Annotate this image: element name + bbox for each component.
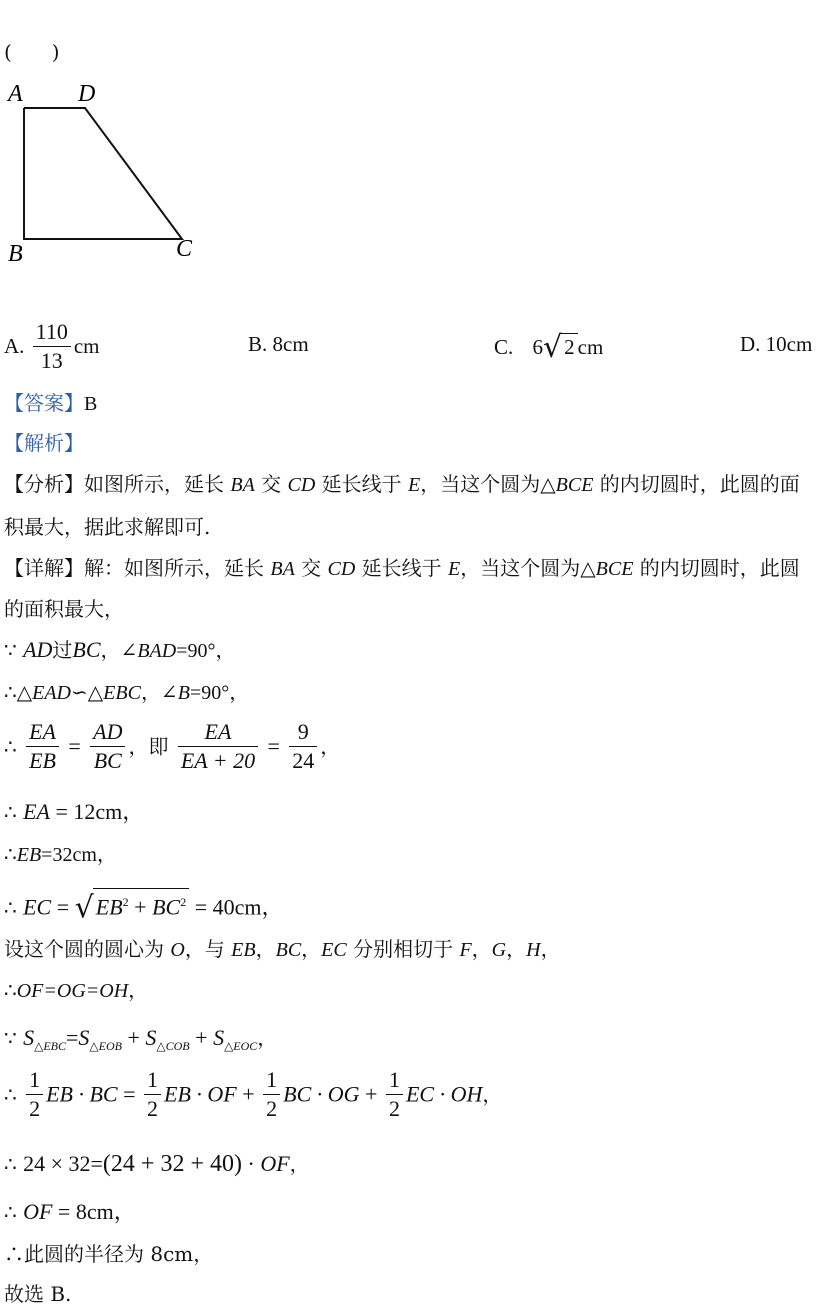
option-a-numerator: 110	[35, 319, 68, 344]
option-a-fraction	[33, 318, 71, 375]
option-d	[740, 332, 812, 357]
option-c-coef: 6	[532, 335, 544, 359]
xiangjie-line-1: 【详解】解：如图所示，延长 BA 交 CD 延长线于 E，当这个圆为△BCE 的内切圆时，此圆	[4, 556, 800, 580]
step-9: ∵ $S_{\triangle EBC}=S_{\triangle EOB} + S_{\triangle COB} + S_{\triangle EOC}$，	[4, 1025, 278, 1053]
step-14: 故选 B.	[4, 1282, 72, 1306]
option-b-letter: B.	[248, 332, 268, 356]
vertex-label-a: A	[8, 81, 23, 107]
answer-label: 【答案】	[4, 391, 84, 415]
answer-line	[4, 389, 97, 418]
vertex-label-b: B	[8, 241, 23, 267]
step-10: ∴ $\frac{1}{2}$ EB · BC = $\frac{1}{2}$ EB · OF + $\frac{1}{2}$ BC · OG + $\frac{1}{2}$ EC · OH，	[4, 1067, 503, 1121]
step-11: ∴ 24 × 32=(24 + 32 + 40) · OF，	[4, 1151, 310, 1177]
option-a	[4, 318, 100, 375]
step-8: ∴OF=OG=OH，	[4, 978, 149, 1002]
step-2: ∴△EAD∽△EBC，∠B=90°，	[4, 680, 250, 704]
option-b	[248, 332, 309, 357]
xiangjie-line-2: 的面积最大，	[4, 597, 124, 621]
trapezoid-shape	[24, 108, 182, 239]
step-7: 设这个圆的圆心为 O，与 EB，BC，EC 分别相切于 F，G，H，	[4, 937, 561, 961]
option-c-unit: cm	[577, 335, 604, 359]
fenxi-line-1: 【分析】如图所示，延长 BA 交 CD 延长线于 E，当这个圆为△BCE 的内切圆时，此圆的面	[4, 472, 800, 496]
option-a-denominator: 13	[40, 348, 63, 373]
step-13: ∴此圆的半径为 8cm，	[4, 1242, 214, 1266]
option-a-letter: A.	[4, 334, 25, 358]
vertex-label-c: C	[176, 236, 193, 262]
answer-value: B	[84, 393, 98, 415]
step-3: ∴ $\frac{EA}{EB}$ = $\frac{AD}{BC}$ ，即 $\frac{EA}{EA + 20}$ = $\frac{9}{24}$ ，	[4, 719, 341, 773]
analysis-header: 【解析】	[4, 431, 84, 455]
option-c-letter: C.	[494, 335, 514, 359]
option-a-unit: cm	[73, 334, 100, 358]
option-d-letter: D.	[740, 332, 761, 356]
step-5: ∴EB=32cm，	[4, 842, 117, 866]
step-1: ∵ AD过BC，∠BAD=90°，	[4, 637, 236, 662]
fenxi-line-2: 积最大，据此求解即可.	[4, 515, 211, 539]
step-4: ∴ EA = 12cm，	[4, 799, 145, 824]
option-d-text: 10cm	[765, 332, 813, 356]
step-12: ∴ OF = 8cm，	[4, 1199, 136, 1224]
option-c-radicand: 2	[561, 333, 578, 360]
option-b-text: 8cm	[272, 332, 309, 356]
option-c: C. 6√2 cm	[494, 330, 604, 365]
trapezoid-figure	[0, 78, 210, 268]
question-paren: ( )	[4, 40, 60, 64]
step-6: ∴ EC = $√EB^2 + BC^2 = 40cm$，	[4, 888, 284, 922]
vertex-label-d: D	[78, 81, 96, 107]
